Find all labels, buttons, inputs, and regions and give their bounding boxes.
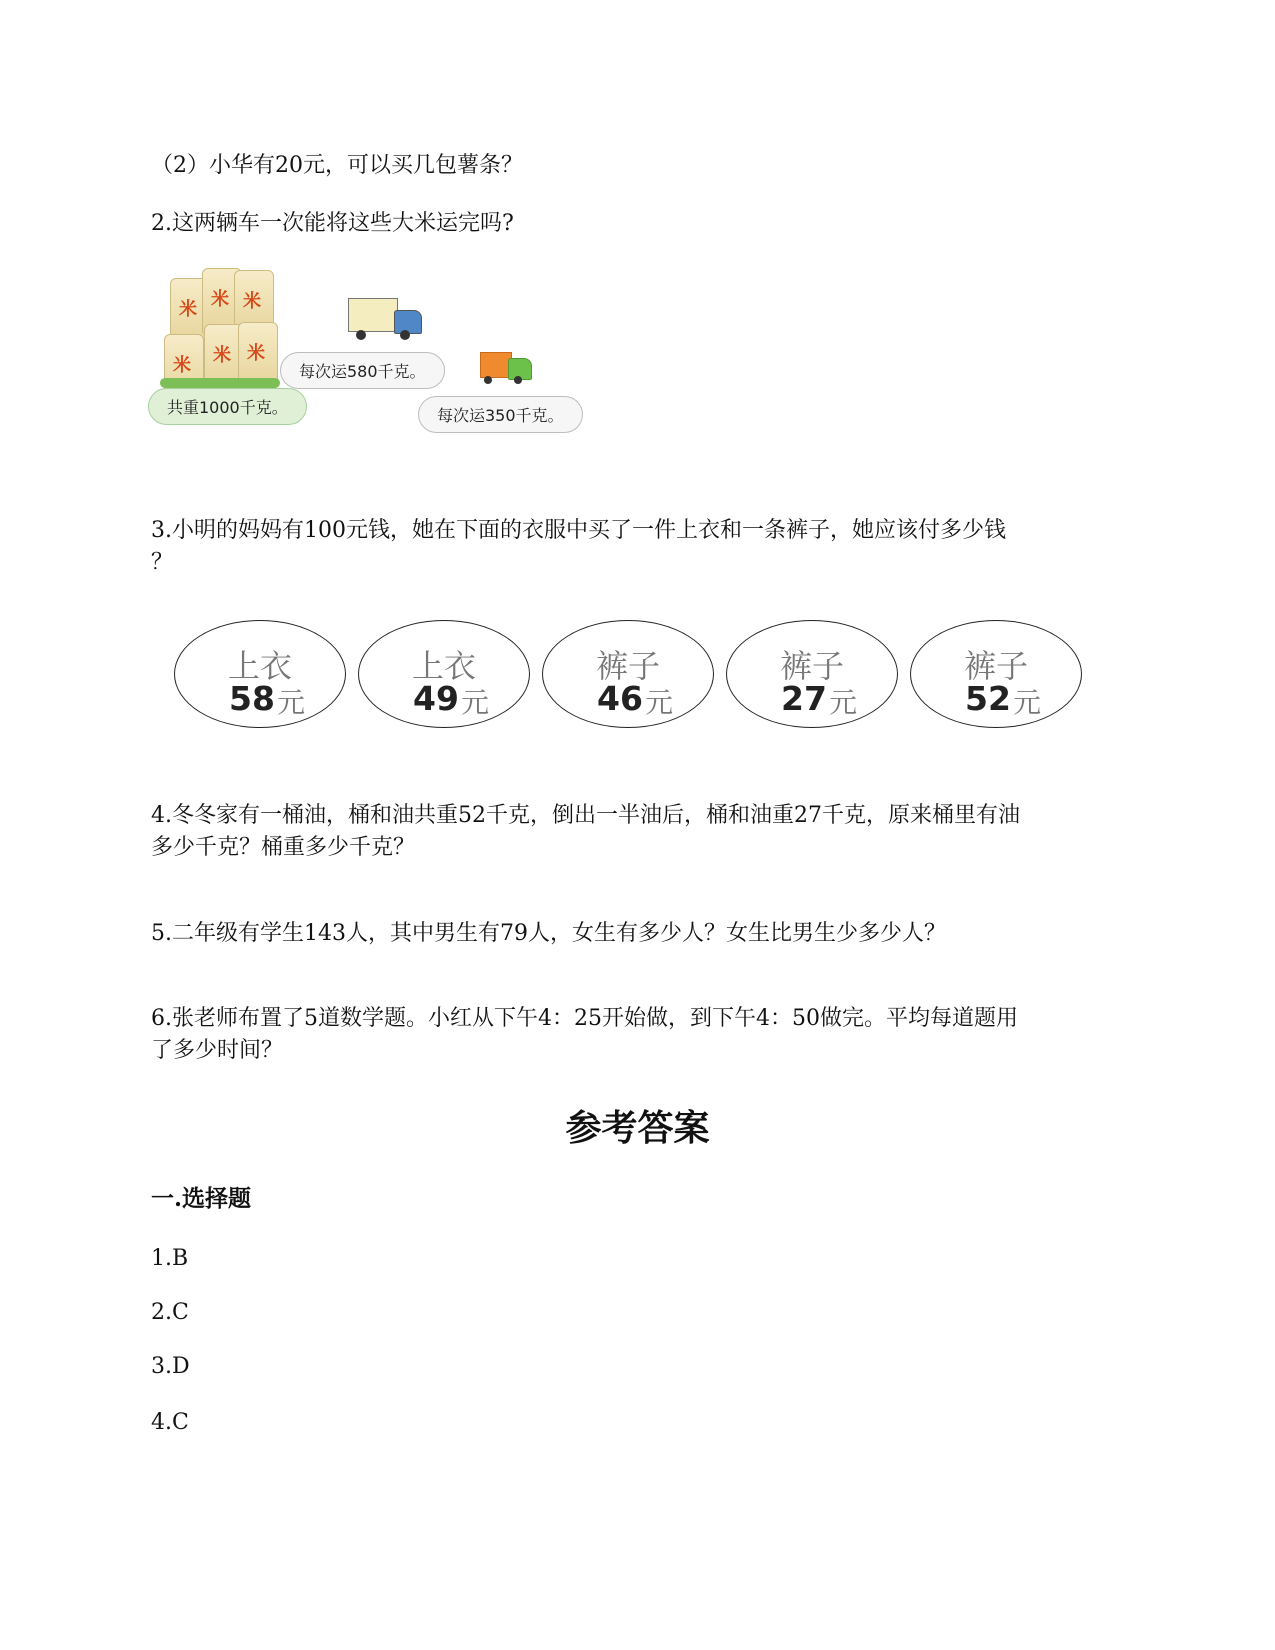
question-6-line-2: 了多少时间？ bbox=[151, 1038, 284, 1063]
section-heading-multiple-choice: 一.选择题 bbox=[151, 1185, 252, 1212]
rice-total-bubble bbox=[148, 388, 307, 425]
truck1-capacity-text: 每次运580千克。 bbox=[299, 362, 426, 381]
clothing-name: 裤子 bbox=[779, 647, 844, 685]
rice-total-text: 共重1000千克。 bbox=[167, 398, 288, 417]
answer-key-title: 参考答案 bbox=[565, 1107, 710, 1149]
clothing-name: 裤子 bbox=[595, 647, 660, 685]
clothing-item bbox=[910, 620, 1082, 728]
truck1-capacity-bubble bbox=[280, 352, 445, 389]
clothing-item bbox=[358, 620, 530, 728]
clothing-item bbox=[174, 620, 346, 728]
clothing-name: 裤子 bbox=[963, 647, 1028, 685]
question-2: 2.这两辆车一次能将这些大米运完吗? bbox=[151, 211, 514, 236]
clothing-price: 58 bbox=[229, 679, 275, 718]
clothing-unit: 元 bbox=[461, 686, 490, 719]
question-3-line-1: 3.小明的妈妈有100元钱，她在下面的衣服中买了一件上衣和一条裤子，她应该付多少钱 bbox=[151, 518, 1006, 543]
clothing-price: 27 bbox=[781, 679, 827, 718]
grass-decoration bbox=[160, 378, 280, 388]
clothing-price-list bbox=[174, 620, 1094, 730]
answer-item: 4.C bbox=[151, 1410, 189, 1435]
clothing-unit: 元 bbox=[277, 686, 306, 719]
clothing-item bbox=[542, 620, 714, 728]
question-5: 5.二年级有学生143人，其中男生有79人，女生有多少人？女生比男生少多少人？ bbox=[151, 921, 946, 946]
clothing-price: 49 bbox=[413, 679, 459, 718]
question-1-part-2: （2）小华有20元，可以买几包薯条？ bbox=[151, 153, 523, 178]
clothing-unit: 元 bbox=[1013, 686, 1042, 719]
question-4-line-2: 多少千克？桶重多少千克？ bbox=[151, 835, 416, 860]
answer-item: 2.C bbox=[151, 1300, 189, 1325]
rice-trucks-illustration bbox=[160, 268, 620, 458]
truck2-capacity-bubble bbox=[418, 396, 583, 433]
clothing-unit: 元 bbox=[829, 686, 858, 719]
clothing-price: 46 bbox=[597, 679, 643, 718]
truck2-capacity-text: 每次运350千克。 bbox=[437, 406, 564, 425]
clothing-unit: 元 bbox=[645, 686, 674, 719]
clothing-name: 上衣 bbox=[411, 647, 476, 685]
clothing-price: 52 bbox=[965, 679, 1011, 718]
clothing-item bbox=[726, 620, 898, 728]
answer-item: 3.D bbox=[151, 1354, 190, 1379]
question-3-line-2: ？ bbox=[151, 550, 174, 575]
question-4-line-1: 4.冬冬家有一桶油，桶和油共重52千克，倒出一半油后，桶和油重27千克，原来桶里有油 bbox=[151, 803, 1020, 828]
clothing-name: 上衣 bbox=[227, 647, 292, 685]
question-6-line-1: 6.张老师布置了5道数学题。小红从下午4：25开始做，到下午4：50做完。平均每道题用 bbox=[151, 1006, 1018, 1031]
answer-item: 1.B bbox=[151, 1246, 189, 1271]
